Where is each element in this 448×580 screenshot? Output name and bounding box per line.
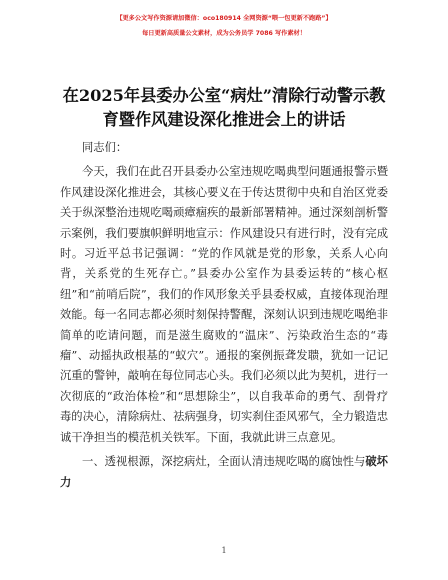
section-heading-1-bold: 破坏力: [60, 455, 388, 489]
salutation: 同志们：: [82, 141, 128, 154]
section-heading-1-lead: 一、透视根源，深挖病灶，全面认清违规吃喝的腐蚀性与: [82, 455, 366, 469]
promo-banner-line-1: 【更多公文写作资源请加微信：oco180914 全网资源“喂一包更新不跑路”】: [116, 15, 332, 22]
document-title: 在2025年县委办公室“病灶”清除行动警示教育暨作风建设深化推进会上的讲话: [62, 86, 386, 129]
promo-banner-line-2: 每日更新高质量公文素材，成为公务员学 7086 写作素材！: [142, 30, 306, 37]
page-number: 1: [221, 546, 227, 555]
promo-banner: [0, 12, 448, 40]
section-heading-1: [60, 452, 388, 493]
document-body: [60, 138, 388, 493]
body-paragraph: 今天，我们在此召开县委办公室违规吃喝典型问题通报警示暨作风建设深化推进会，其核心要义在于传达贯彻中央和自治区党委关于纵深整治违规吃喝顽瘴痼疾的最新部署精神。通过深刻剖析警示案例，我们要旗帜鲜明地宣示：作风建设只有进行时，没有完成时。习近平总书记强调：“党的作风就是党的形象，关系人心向背，关系党的生死存亡。”县委办公室作为县委运转的“核心枢纽”和“前哨后院”，我们的作风形象关乎县委权威，直接体现治理效能。每一名同志都必须时刻保持警醒，深刻认识到违规吃喝绝非简单的吃请问题，而是滋生腐败的“温床”、污染政治生态的“毒瘤”、动摇执政根基的“蚁穴”。通报的案例振聋发聩，犹如一记记沉重的警钟，敲响在每位同志心头。我们必须以此为契机，进行一次彻底的“政治体检”和“思想除尘”，以自我革命的勇气、刮骨疗毒的决心，清除病灶、祛病强身，切实刹住歪风邪气，全力锻造忠诚干净担当的模范机关铁军。下面，我就此讲三点意见。: [60, 165, 388, 444]
